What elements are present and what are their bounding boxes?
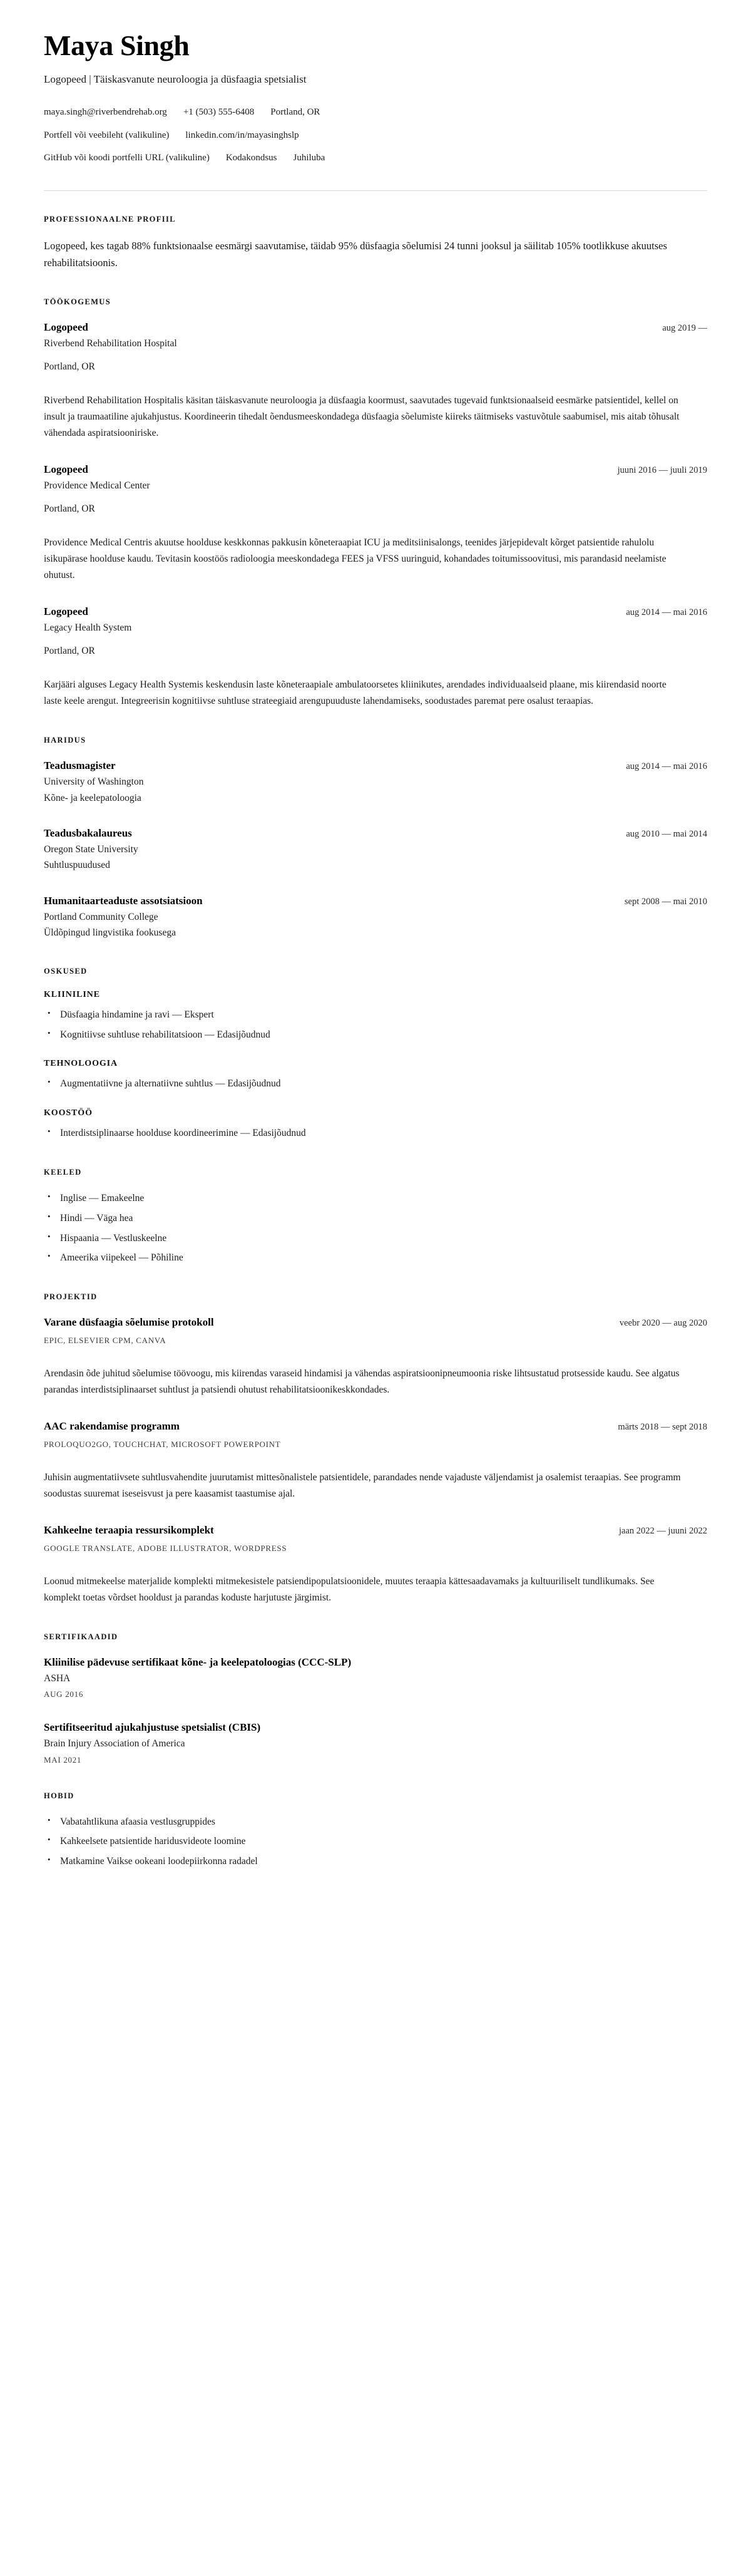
experience-entry-head — [44, 463, 707, 477]
contact-row-2 — [44, 128, 707, 143]
project-name: Kahkeelne teraapia ressursikomplekt — [44, 1523, 214, 1536]
experience-role: Logopeed — [44, 321, 88, 334]
section-experience — [44, 297, 707, 709]
contact-phone[interactable]: +1 (503) 555-6408 — [183, 107, 255, 118]
project-name: Varane düsfaagia sõelumise protokoll — [44, 1316, 214, 1329]
contact-drivers-license: Juhiluba — [293, 153, 325, 163]
education-entry-head — [44, 827, 707, 841]
experience-description: Karjääri alguses Legacy Health Systemis keskendusin laste kõneteraapiale ambulatoorsetes kliinikutes, arendades individuaalseid plaane, mis kiirendasid noorte laste keele arengut. Integreerisin kognitiivse suhtluse strateegiaid arengupuuduste lahendamiseks, soodustades paremat pere osalust teraapias. — [44, 679, 667, 707]
contact-citizenship: Kodakondsus — [225, 153, 277, 163]
project-tech: GOOGLE TRANSLATE, ADOBE ILLUSTRATOR, WORDPRESS — [44, 1543, 287, 1553]
certification-name: Kliinilise pädevuse sertifikaat kõne- ja keelepatoloogias (CCC-SLP) — [44, 1656, 352, 1668]
education-entry — [44, 827, 707, 873]
contact-row-3 — [44, 151, 707, 165]
education-entry — [44, 894, 707, 940]
hobby-list — [44, 1815, 707, 1870]
education-date: aug 2014 — mai 2016 — [626, 761, 707, 772]
experience-location: Portland, OR — [44, 361, 95, 372]
candidate-name: Maya Singh — [44, 29, 190, 61]
certification-date: AUG 2016 — [44, 1689, 84, 1699]
experience-entry-head — [44, 321, 707, 335]
certification-date: MAI 2021 — [44, 1754, 82, 1765]
section-projects — [44, 1292, 707, 1606]
section-title-skills: OSKUSED — [44, 966, 88, 976]
contact-location: Portland, OR — [270, 107, 320, 118]
experience-entry-head — [44, 605, 707, 619]
project-tech: EPIC, ELSEVIER CPM, CANVA — [44, 1336, 166, 1346]
section-professional-summary — [44, 215, 707, 271]
skill-group-name: KLIINILINE — [44, 989, 100, 999]
skill-group-technology — [44, 1059, 707, 1092]
education-entry-head — [44, 894, 707, 909]
section-title-summary: PROFESSIONAALNE PROFIIL — [44, 214, 176, 224]
education-entry-head — [44, 759, 707, 773]
hobby-item: • Vabatahtlikuna afaasia vestlusgruppides — [44, 1815, 707, 1830]
skill-list — [44, 1126, 707, 1141]
education-field: Üldõpingud lingvistika fookusega — [44, 927, 176, 939]
experience-org: Riverbend Rehabilitation Hospital — [44, 338, 177, 349]
education-degree: Humanitaarteaduste assotsiatsioon — [44, 894, 203, 907]
education-degree: Teadusmagister — [44, 760, 116, 772]
project-date: märts 2018 — sept 2018 — [618, 1422, 707, 1433]
certification-entry — [44, 1656, 707, 1699]
section-education — [44, 736, 707, 940]
project-entry-head — [44, 1419, 707, 1434]
project-entry-head — [44, 1316, 707, 1330]
experience-description: Providence Medical Centris akuutse hoolduse keskkonnas pakkusin kõneteraapiat ICU ja meditsiinisalongs, teenides järjepidevalt kõrget patsientide rahulolu isikupärase hoolduse kaudu. Tevitasin koostöös radioloogia meeskondadega FEES ja VFSS uuringuid, kohandades toitumissoovitusi, mis parandasid neelamiste ohutust. — [44, 537, 667, 581]
project-tech: PROLOQUO2GO, TOUCHCHAT, MICROSOFT POWERPOINT — [44, 1439, 281, 1449]
project-description: Loonud mitmekeelse materjalide komplekti mitmekesistele patsiendipopulatsioonidele, muutes teraapia kättesaadavamaks ja kultuuriliselt tundlikumaks. See komplekt toetas võrdset hooldust ja parandas koduste harjutuste järgimist. — [44, 1575, 655, 1603]
language-item: • Ameerika viipekeel — Põhiline — [44, 1250, 707, 1266]
experience-org: Providence Medical Center — [44, 480, 150, 492]
contact-row-1 — [44, 105, 707, 120]
project-entry — [44, 1316, 707, 1398]
skill-group-name: TEHNOLOOGIA — [44, 1059, 118, 1069]
skill-list — [44, 1007, 707, 1043]
education-field: Kõne- ja keelepatoloogia — [44, 792, 141, 803]
skill-group-clinical — [44, 990, 707, 1043]
section-languages — [44, 1168, 707, 1266]
project-date: jaan 2022 — juuni 2022 — [619, 1525, 707, 1536]
section-title-education: HARIDUS — [44, 736, 86, 745]
contact-linkedin[interactable]: linkedin.com/in/mayasinghslp — [185, 130, 299, 140]
education-field: Suhtluspuudused — [44, 860, 110, 871]
hobby-item: • Matkamine Vaikse ookeani loodepiirkonna radadel — [44, 1854, 707, 1870]
skill-item: • Kognitiivse suhtluse rehabilitatsioon — Edasijõudnud — [44, 1028, 707, 1043]
language-item: • Hindi — Väga hea — [44, 1211, 707, 1227]
skill-item: • Augmentatiivne ja alternatiivne suhtlus — Edasijõudnud — [44, 1076, 707, 1092]
experience-role: Logopeed — [44, 605, 88, 618]
education-degree: Teadusbakalaureus — [44, 827, 132, 840]
section-title-hobbies: HOBID — [44, 1791, 74, 1800]
section-title-certifications: SERTIFIKAADID — [44, 1632, 118, 1641]
experience-description: Riverbend Rehabilitation Hospitalis käsitan täiskasvanute neuroloogia ja düsfaagia koormust, saavutades tugevaid funktsionaalseid eesmärke patsientidel, kellel on insult ja traumaatiline ajukahjustus. Koordineerin tihedalt õendusmeeskondadega düsfaagia sõelumiste kiireks täitmiseks vastuvõtule saabumisel, mis aitab tõhusalt vähendada aspiratsiooniriske. — [44, 395, 680, 439]
experience-date: juuni 2016 — juuli 2019 — [617, 465, 707, 476]
project-entry — [44, 1523, 707, 1606]
section-title-projects: PROJEKTID — [44, 1292, 98, 1302]
section-title-languages: KEELED — [44, 1168, 82, 1177]
education-date: aug 2010 — mai 2014 — [626, 829, 707, 840]
hobby-item: • Kahkeelsete patsientide haridusvideote loomine — [44, 1834, 707, 1850]
certification-name: Sertifitseeritud ajukahjustuse spetsialist (CBIS) — [44, 1721, 261, 1734]
skill-item: • Düsfaagia hindamine ja ravi — Ekspert — [44, 1007, 707, 1023]
project-description: Arendasin õde juhitud sõelumise töövoogu, mis kiirendas varaseid hindamisi ja vähendas aspiratsioonipneumoonia riske lihtsustatud protsesside kaudu. See algatus parandas interdistsiplinaarset suhtlust ja patsiendi ohutust rehabilitatsioonikeskkondades. — [44, 1368, 680, 1396]
summary-text: Logopeed, kes tagab 88% funktsionaalse eesmärgi saavutamise, täidab 95% düsfaagia sõelumisi 24 tunni jooksul ja säilitab 105% tootlikkuse akuutses rehabilitatsioonis. — [44, 239, 667, 269]
project-description: Juhisin augmentatiivsete suhtlusvahendite juurutamist mittesõnalistele patsientidele, parandades nende vajaduste väljendamist ja osalemist teraapias. See programm soodustas suuremat iseseisvust ja pere kaasamist taastumise ajal. — [44, 1471, 681, 1499]
experience-date: aug 2014 — mai 2016 — [626, 607, 707, 618]
experience-date: aug 2019 — — [662, 323, 707, 334]
contact-github[interactable]: GitHub või koodi portfelli URL (valikuline) — [44, 153, 210, 163]
experience-location: Portland, OR — [44, 645, 95, 656]
certification-issuer: Brain Injury Association of America — [44, 1738, 185, 1749]
experience-entry — [44, 321, 707, 441]
skill-group-collaboration — [44, 1108, 707, 1141]
section-certifications — [44, 1632, 707, 1765]
language-item: • Hispaania — Vestluskeelne — [44, 1231, 707, 1247]
education-date: sept 2008 — mai 2010 — [624, 896, 707, 907]
contact-portfolio[interactable]: Portfell või veebileht (valikuline) — [44, 130, 170, 140]
experience-entry — [44, 605, 707, 709]
project-entry-head — [44, 1523, 707, 1538]
education-school: University of Washington — [44, 776, 144, 788]
education-school: Portland Community College — [44, 911, 158, 922]
project-date: veebr 2020 — aug 2020 — [619, 1318, 707, 1329]
language-list — [44, 1191, 707, 1266]
education-school: Oregon State University — [44, 844, 138, 855]
experience-org: Legacy Health System — [44, 622, 132, 634]
contact-email[interactable]: maya.singh@riverbendrehab.org — [44, 107, 167, 118]
certification-entry — [44, 1721, 707, 1765]
language-item: • Inglise — Emakeelne — [44, 1191, 707, 1207]
project-name: AAC rakendamise programm — [44, 1420, 180, 1433]
certification-issuer: ASHA — [44, 1672, 71, 1684]
project-entry — [44, 1419, 707, 1502]
experience-location: Portland, OR — [44, 503, 95, 514]
experience-entry — [44, 463, 707, 584]
candidate-headline: Logopeed | Täiskasvanute neuroloogia ja düsfaagia spetsialist — [44, 73, 307, 85]
skill-group-name: KOOSTÖÖ — [44, 1108, 93, 1118]
experience-role: Logopeed — [44, 463, 88, 476]
skill-list — [44, 1076, 707, 1092]
section-skills — [44, 967, 707, 1141]
resume-header — [44, 30, 707, 191]
education-entry — [44, 759, 707, 805]
header-divider — [44, 190, 707, 191]
section-hobbies — [44, 1791, 707, 1870]
skill-item: • Interdistsiplinaarse hoolduse koordineerimine — Edasijõudnud — [44, 1126, 707, 1141]
section-title-experience: TÖÖKOGEMUS — [44, 297, 111, 307]
